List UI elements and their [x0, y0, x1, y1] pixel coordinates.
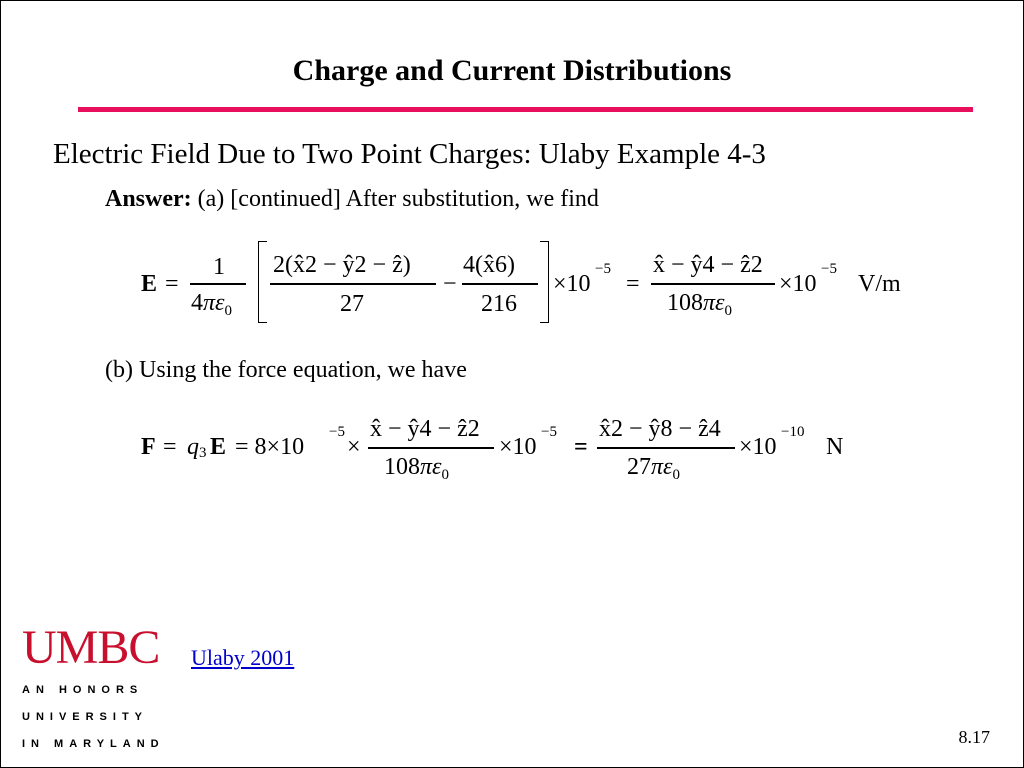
eq-e-result-pi: π	[703, 290, 716, 316]
logo-line-2: UNIVERSITY	[22, 711, 149, 723]
eq-f-q-sub: 3	[199, 445, 207, 461]
eq-e-exp: −5	[595, 261, 611, 277]
eq-f-exp2: −5	[541, 424, 557, 440]
eq-e-times-pow2: ×10	[779, 271, 817, 297]
slide-title: Charge and Current Distributions	[292, 54, 732, 87]
eq-e-equals2: =	[626, 271, 640, 297]
eq-e-times-pow: ×10	[553, 271, 591, 297]
eq-e-result-eps-sub: 0	[724, 303, 732, 319]
eq-f-frac-eps: ε	[432, 454, 442, 480]
eq-e-result-num: x̂ − ŷ4 − ẑ2	[653, 252, 763, 278]
eq-f-res-den	[627, 455, 680, 483]
eq-e-unit: V/m	[858, 271, 901, 297]
answer-label: Answer:	[105, 186, 192, 212]
eq-e-pi: π	[203, 290, 216, 316]
eq-e-minus: −	[443, 271, 457, 297]
eq-f-times: ×	[347, 434, 361, 460]
eq-e-exp2: −5	[821, 261, 837, 277]
eq-e-result-eps: ε	[715, 290, 725, 316]
eq-f-times-pow: ×10	[499, 434, 537, 460]
answer-text: (a) [continued] After substitution, we find	[197, 186, 599, 212]
eq-f-equals3: =	[574, 434, 588, 460]
eq-f-exp3: −10	[781, 424, 805, 440]
eq-f-frac-eps-sub: 0	[441, 467, 449, 483]
eq-f-q: q	[187, 434, 199, 460]
umbc-logo: UMBC	[22, 621, 160, 674]
eq-f-exp1: −5	[329, 424, 345, 440]
eq-e-term2-num: 4(x̂6)	[463, 252, 515, 278]
eq-f-times-pow2: ×10	[739, 434, 777, 460]
eq-f-frac-num: x̂ − ŷ4 − ẑ2	[370, 416, 480, 442]
eq-f-equals: =	[163, 434, 177, 460]
eq-e-lhs: E	[141, 271, 158, 297]
eq-f-e: E	[210, 434, 227, 460]
eq-f-res-den-coef: 27	[627, 454, 651, 480]
eq-f-unit: N	[826, 434, 844, 460]
eq-f-frac-bar	[368, 447, 494, 449]
eq-f-res-eps: ε	[663, 454, 673, 480]
eq-e-term1-den: 27	[340, 291, 364, 317]
eq-e-frac1-num: 1	[213, 254, 225, 280]
eq-f-frac-pi: π	[420, 454, 433, 480]
eq-e-term2-den: 216	[481, 291, 517, 317]
eq-f-lhs: F	[141, 434, 156, 460]
eq-e-equals: =	[165, 271, 179, 297]
eq-f-res-eps-sub: 0	[672, 467, 680, 483]
section-heading: Electric Field Due to Two Point Charges: Ulaby Example 4-3	[53, 138, 766, 170]
eq-e-eps-sub: 0	[224, 303, 232, 319]
eq-f-res-pi: π	[651, 454, 664, 480]
logo-line-3: IN MARYLAND	[22, 738, 165, 750]
eq-e-result-den-coef: 108	[667, 290, 703, 316]
ulaby-link[interactable]: Ulaby 2001	[191, 645, 295, 670]
eq-f-frac-den-coef: 108	[384, 454, 420, 480]
part-b-text: (b) Using the force equation, we have	[105, 357, 467, 383]
eq-f-frac-den	[384, 455, 449, 483]
eq-f-equals2: = 8×10	[235, 434, 305, 460]
eq-e-eps: ε	[215, 290, 225, 316]
eq-f-res-num: x̂2 − ŷ8 − ẑ4	[599, 416, 721, 442]
logo-line-1: AN HONORS	[22, 684, 144, 696]
eq-e-frac1-den-coef: 4	[191, 290, 203, 316]
eq-e-term1-num: 2(x̂2 − ŷ2 − ẑ)	[273, 252, 411, 278]
eq-f-res-bar	[597, 447, 735, 449]
page-number: 8.17	[958, 727, 990, 747]
